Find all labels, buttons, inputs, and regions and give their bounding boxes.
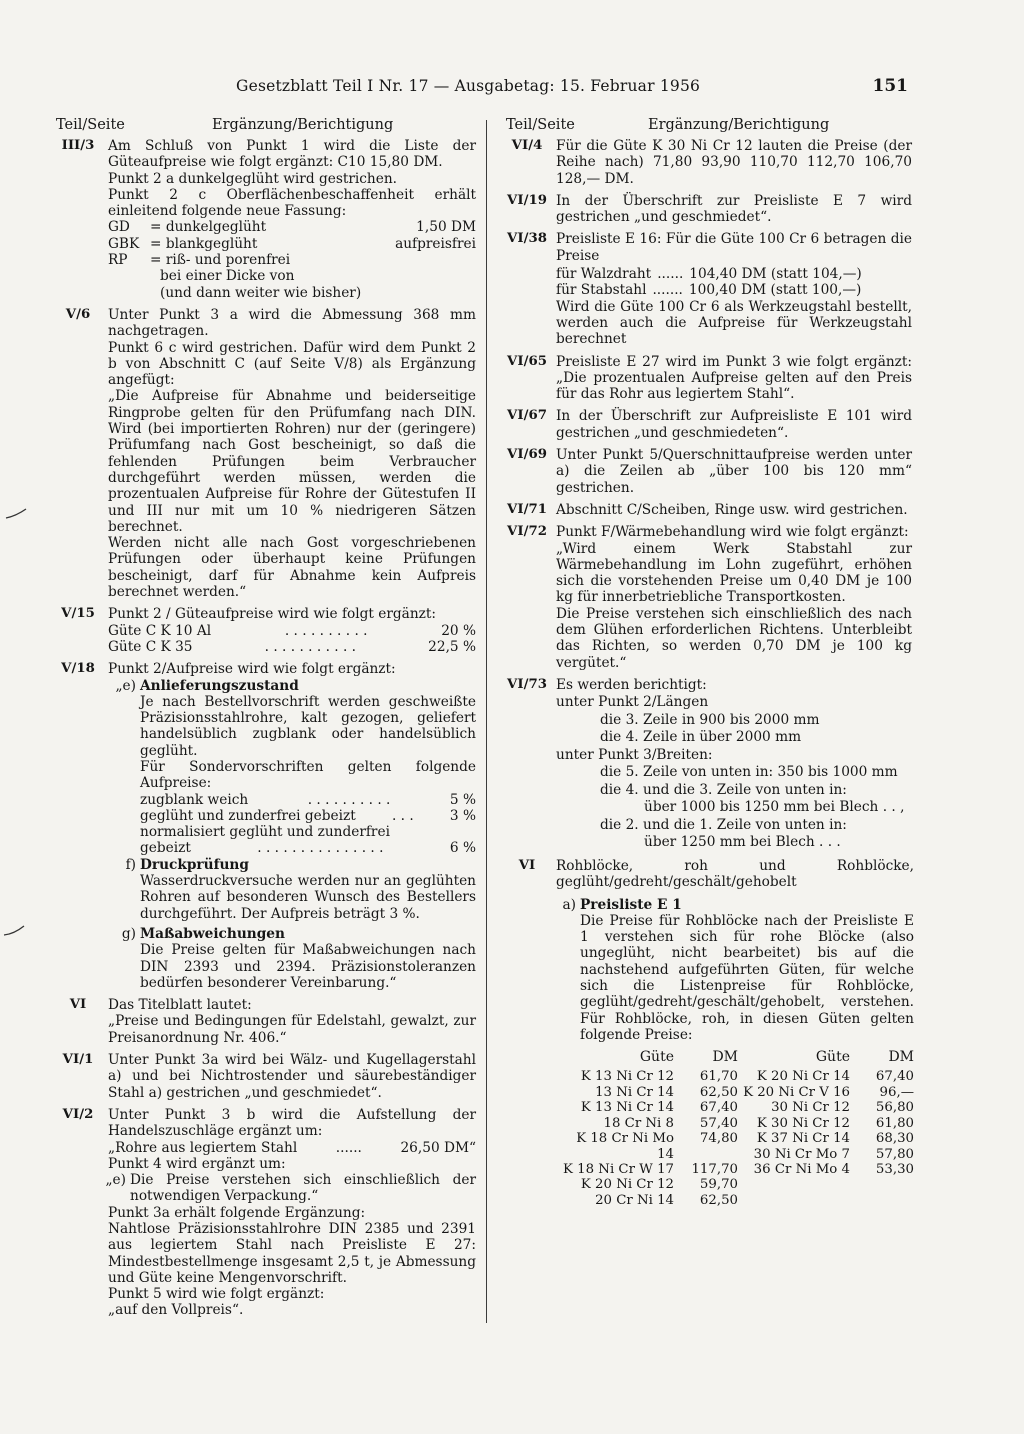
column-header-text: Ergänzung/Berichtigung	[212, 117, 394, 133]
code-price: aufpreisfrei	[395, 235, 476, 252]
entry-text: unter Punkt 2/Längen	[556, 694, 709, 711]
table-header-dm: DM	[888, 1049, 914, 1066]
entry-VI-72	[498, 524, 912, 671]
table-cell-dm: 62,50	[699, 1192, 738, 1208]
price-table-right	[738, 1049, 914, 1208]
code-value: = riß- und porenfrei	[150, 252, 291, 269]
table-row	[562, 1069, 738, 1084]
surcharge-value: 5 %	[449, 791, 476, 808]
leader-dots: ......	[335, 1139, 362, 1156]
table-row	[738, 1069, 914, 1084]
table-cell-guete: K 20 Ni Cr 14	[756, 1069, 850, 1085]
entry-text: Abschnitt C/Scheiben, Ringe usw. wird gestrichen.	[556, 501, 908, 518]
entry-text: die 4. und die 3. Zeile von unten in:	[600, 781, 847, 798]
table-row	[738, 1116, 914, 1131]
price-label: für Walzdraht	[556, 266, 652, 283]
table-row	[562, 1100, 738, 1115]
code-row	[108, 252, 476, 268]
subsection-heading: Maßabweichungen	[140, 925, 285, 942]
header-title: Gesetzblatt Teil I Nr. 17 — Ausgabetag: 15. Februar 1956	[236, 77, 701, 95]
surcharge-label: zugblank weich	[140, 791, 249, 808]
subsection-label: „e)	[115, 677, 136, 694]
surcharge-row	[108, 1140, 476, 1156]
entry-text: „Preise und Bedingungen für Edelstahl, gewalzt, zur Preisanordnung Nr. 406.“	[108, 1013, 476, 1046]
entry-VI-69	[498, 447, 912, 496]
surcharge-label: geglüht und zunderfrei gebeizt	[140, 807, 356, 824]
table-cell-dm: 61,70	[699, 1069, 738, 1085]
code-key: RP	[108, 252, 128, 269]
price-label: für Stabstahl	[556, 282, 647, 299]
entry-text: Werden nicht alle nach Gost vorgeschriebenen Prüfungen oder überhaupt keine Prüfungen bescheinigt, darf für Abnahme kein Aufpreis berechnet werden.“	[108, 535, 476, 601]
table-cell-guete: K 30 Ni Cr 12	[756, 1115, 850, 1131]
entry-VI-1	[48, 1052, 476, 1101]
table-cell-guete: 13 Ni Cr 14	[595, 1084, 674, 1100]
entry-text: „auf den Vollpreis“.	[108, 1302, 244, 1319]
leader-dots: . . . . . . . . . . .	[264, 638, 357, 655]
table-cell-guete: K 18 Ni Cr W 17	[563, 1161, 674, 1177]
entry-text: Am Schluß von Punkt 1 wird die Liste der Güteaufpreise wie folgt ergänzt: C10 15,80 DM.	[108, 138, 476, 171]
table-cell-dm: 56,80	[875, 1100, 914, 1116]
surcharge-label: normalisiert geglüht und zunderfrei	[140, 824, 390, 841]
leader-dots: ......	[657, 266, 684, 283]
entry-text: unter Punkt 3/Breiten:	[556, 746, 713, 763]
subsection-g	[108, 926, 476, 991]
subsection-e	[98, 1172, 476, 1205]
subsection-label: g)	[121, 925, 136, 942]
table-row	[562, 1177, 738, 1192]
entry-text: bei einer Dicke von	[160, 268, 295, 285]
entry-text: Preisliste E 27 wird im Punkt 3 wie folgt ergänzt: „Die prozentualen Aufpreise gelten auf den Preis für das Rohr aus legiertem Stahl“.	[556, 353, 912, 403]
subsection-label: f)	[125, 856, 136, 873]
entry-text: Unter Punkt 3 b wird die Aufstellung der Handelszuschläge ergänzt um:	[108, 1106, 476, 1140]
table-cell-dm: 96,—	[879, 1084, 914, 1100]
subsection-e	[108, 678, 476, 857]
entry-VI-rohbloecke	[498, 858, 912, 1208]
entry-text: Das Titelblatt lautet:	[108, 997, 252, 1014]
entry-V-15	[48, 606, 476, 655]
code-row	[108, 219, 476, 235]
entry-text: Punkt 2 / Güteaufpreise wird wie folgt ergänzt:	[108, 606, 436, 623]
entry-text: Die Preise verstehen sich einschließlich des nach dem Glühen erforderlichen Richtens. Unterbleibt das Richten, so werden 0,70 DM je 100 kg vergütet.“	[556, 605, 912, 671]
entry-text: Je nach Bestellvorschrift werden geschweißte Präzisionsstahlrohre, kalt gezogen, geliefert handelsüblich zugblank oder handelsüblich geglüht.	[140, 693, 476, 759]
entry-ref: VI/2	[62, 1106, 94, 1122]
surcharge-value: 6 %	[449, 840, 476, 857]
table-cell-dm: 57,80	[875, 1146, 914, 1162]
subsection-heading: Druckprüfung	[140, 856, 249, 873]
entry-ref: V/6	[65, 306, 91, 322]
surcharge-row	[140, 840, 476, 856]
entry-body	[108, 1052, 476, 1101]
surcharge-row	[108, 639, 476, 655]
left-column	[48, 117, 476, 1319]
code-value: = blankgeglüht	[150, 235, 258, 252]
table-row	[562, 1085, 738, 1100]
surcharge-row	[140, 792, 476, 808]
column-header-text: Ergänzung/Berichtigung	[648, 117, 830, 133]
entry-V-18	[48, 661, 476, 991]
table-cell-guete: 36 Cr Ni Mo 4	[753, 1161, 850, 1177]
code-price: 1,50 DM	[416, 219, 476, 236]
margin-check-mark-icon	[2, 924, 28, 938]
leader-dots: . . . . . . . . . .	[284, 622, 368, 639]
subsection-heading: Anlieferungszustand	[140, 677, 299, 694]
table-header-guete: Güte	[639, 1049, 674, 1066]
surcharge-row	[108, 623, 476, 639]
entry-text: „Die Aufpreise für Abnahme und beiderseitige Ringprobe gelten für den Prüfumfang nach DIN. Wird (bei importierten Rohren) nur der (geringere) Prüfumfang nach Gost bescheinigt, so daß die fehlenden Prüfungen beim Verbraucher durchgeführt werden müssen, werden die prozentualen Aufpreise für Rohre der Gütestufen II und III nur mit um 10 % niedrigeren Sätzen berechnet.	[108, 388, 476, 535]
entry-VI	[48, 997, 476, 1046]
entry-text: Punkt 3a erhält folgende Ergänzung:	[108, 1204, 366, 1221]
margin-check-mark-icon	[4, 508, 30, 522]
entry-ref: VI/1	[62, 1052, 94, 1068]
entry-text: Unter Punkt 3a wird bei Wälz- und Kugellagerstahl a) und bei Nichtrostender und säurebeständiger Stahl a) gestrichen „und geschmiedet“.	[108, 1052, 476, 1101]
table-row	[738, 1131, 914, 1146]
entry-text: Für die Güte K 30 Ni Cr 12 lauten die Preise (der Reihe nach) 71,80 93,90 110,70 112,70 106,70 128,— DM.	[556, 138, 912, 187]
entry-body	[108, 997, 476, 1046]
entry-V-6	[48, 307, 476, 600]
entry-text: Punkt 4 wird ergänzt um:	[108, 1155, 286, 1172]
entry-ref: VI/71	[507, 501, 547, 517]
entry-text: die 5. Zeile von unten in: 350 bis 1000 mm	[600, 764, 898, 781]
entry-text: Punkt 2 c Oberflächenbeschaffenheit erhält einleitend folgende neue Fassung:	[108, 186, 476, 220]
surcharge-label: Güte C K 10 Al	[108, 622, 212, 639]
subsection-label: a)	[562, 896, 576, 913]
page-header	[236, 77, 908, 101]
entry-text: Unter Punkt 5/Querschnittaufpreise werden unter a) die Zeilen ab „über 100 bis 120 mm“ gestrichen.	[556, 447, 912, 496]
table-cell-dm: 67,40	[699, 1100, 738, 1116]
surcharge-value: 20 %	[441, 622, 476, 639]
table-cell-dm: 62,50	[699, 1084, 738, 1100]
entry-text: (und dann weiter wie bisher)	[160, 284, 362, 301]
table-row	[562, 1193, 738, 1208]
table-cell-dm: 61,80	[875, 1115, 914, 1131]
column-header-ref: Teil/Seite	[56, 117, 125, 133]
subsection-f	[108, 857, 476, 922]
entry-ref: III/3	[61, 138, 95, 153]
column-header-ref: Teil/Seite	[506, 117, 575, 133]
entry-ref: VI/4	[511, 138, 543, 153]
table-cell-dm: 68,30	[875, 1131, 914, 1147]
entry-text: Wasserdruckversuche werden nur an geglühten Rohren auf besonderen Wunsch des Bestellers durchgeführt. Der Aufpreis beträgt 3 %.	[140, 873, 476, 922]
leader-dots: . . .	[391, 807, 414, 824]
entry-ref: VI/19	[507, 192, 547, 208]
leader-dots: . . . . . . . . . .	[307, 791, 391, 808]
table-cell-dm: 53,30	[875, 1161, 914, 1177]
table-cell-guete: 30 Ni Cr 12	[771, 1100, 850, 1116]
entry-text: Wird die Güte 100 Cr 6 als Werkzeugstahl bestellt, werden auch die Aufpreise für Werkzeugstahl berechnet	[556, 298, 912, 348]
leader-dots: .......	[652, 282, 683, 299]
subsection-label: „e)	[105, 1172, 126, 1189]
entry-body	[108, 606, 476, 655]
table-row	[738, 1162, 914, 1177]
entry-body	[108, 661, 476, 991]
entry-text: über 1000 bis 1250 mm bei Blech . . ,	[644, 799, 905, 816]
table-cell-dm: 57,40	[699, 1115, 738, 1131]
table-row	[562, 1116, 738, 1131]
price-value: 104,40 DM (statt 104,—)	[689, 266, 862, 283]
entry-VI-19	[498, 193, 912, 226]
right-column	[498, 117, 912, 1208]
table-cell-guete: K 18 Cr Ni Mo 14	[576, 1131, 674, 1162]
subsection-heading: Preisliste E 1	[580, 896, 682, 913]
entry-text: Punkt 2 a dunkelgeglüht wird gestrichen.	[108, 170, 398, 187]
table-cell-guete: K 13 Ni Cr 14	[580, 1100, 674, 1116]
entry-text: Punkt 6 c wird gestrichen. Dafür wird dem Punkt 2 b von Abschnitt C (auf Seite V/8) als Ergänzung angefügt:	[108, 339, 476, 389]
code-value: = dunkelgeglüht	[150, 219, 267, 236]
entry-ref: VI/69	[507, 447, 547, 463]
entry-text: Die Preise für Rohblöcke nach der Preisliste E 1 verstehen sich für rohe Blöcke (also ungeglüht, nicht bearbeitet) bis auf die nachstehend aufgeführten Güten, für welche sich die Listenpreise für Rohblöcke, geglüht/gedreht/geschält/gehobelt, verstehen. Für Rohblöcke, roh, in diesen Güten gelten folgende Preise:	[580, 912, 914, 1043]
entry-text: Punkt 5 wird wie folgt ergänzt:	[108, 1286, 325, 1303]
entry-text: „Wird einem Werk Stabstahl zur Wärmebehandlung im Lohn zugeführt, erhöhen sich die vorstehenden Preise um 0,40 DM je 100 kg für innerbetriebliche Transportkosten.	[556, 540, 912, 606]
entry-VI-67	[498, 408, 912, 441]
entry-ref: V/18	[61, 661, 95, 677]
entry-body	[108, 307, 476, 600]
entry-body	[108, 138, 476, 301]
column-header	[48, 117, 476, 138]
table-cell-dm: 67,40	[875, 1069, 914, 1085]
code-key: GD	[108, 219, 130, 236]
surcharge-value: 26,50 DM“	[400, 1139, 476, 1156]
entry-ref: VI/67	[507, 408, 547, 424]
price-table	[556, 1049, 914, 1208]
entry-ref: VI/72	[507, 524, 547, 540]
table-row	[562, 1131, 738, 1162]
entry-text: Unter Punkt 3 a wird die Abmessung 368 mm nachgetragen.	[108, 306, 476, 340]
entry-VI-2	[48, 1107, 476, 1319]
entry-ref: VI/73	[507, 676, 547, 692]
price-row	[556, 266, 912, 282]
entry-ref: VI	[518, 857, 536, 873]
entry-text: Punkt 2/Aufpreise wird wie folgt ergänzt:	[108, 661, 396, 678]
surcharge-label: Güte C K 35	[108, 638, 193, 655]
table-cell-guete: K 20 Ni Cr 12	[580, 1177, 674, 1193]
entry-VI-73	[498, 677, 912, 852]
entry-ref: VI	[69, 997, 87, 1013]
entry-text: Punkt F/Wärmebehandlung wird wie folgt ergänzt:	[556, 524, 909, 541]
entry-text: Für Sondervorschriften gelten folgende Aufpreise:	[140, 758, 476, 792]
table-header-dm: DM	[712, 1049, 738, 1066]
entry-text: Preisliste E 16: Für die Güte 100 Cr 6 betragen die Preise	[556, 231, 912, 264]
price-table-left	[562, 1049, 738, 1208]
surcharge-value: 22,5 %	[428, 638, 476, 655]
surcharge-label: gebeizt	[140, 840, 191, 857]
entry-text: die 3. Zeile in 900 bis 2000 mm	[600, 711, 820, 728]
price-row	[556, 282, 912, 298]
code-row	[108, 236, 476, 252]
table-cell-guete: K 37 Ni Cr 14	[756, 1131, 850, 1147]
entry-text: Es werden berichtigt:	[556, 676, 707, 693]
entry-VI-4	[498, 138, 912, 187]
entry-ref: VI/65	[507, 353, 547, 369]
entry-text: Rohblöcke, roh und Rohblöcke, geglüht/gedreht/geschält/gehobelt	[556, 857, 914, 891]
column-header	[498, 117, 912, 138]
price-value: 100,40 DM (statt 100,—)	[688, 282, 862, 299]
table-cell-guete: 20 Cr Ni 14	[595, 1192, 674, 1208]
entry-ref: V/15	[61, 606, 95, 622]
surcharge-label: „Rohre aus legiertem Stahl	[108, 1139, 298, 1156]
entry-text: die 2. und die 1. Zeile von unten in:	[600, 816, 847, 833]
entry-VI-38	[498, 231, 912, 347]
entry-text: über 1250 mm bei Blech . . .	[644, 834, 841, 851]
table-row	[738, 1100, 914, 1115]
table-row	[562, 1162, 738, 1177]
code-key: GBK	[108, 235, 140, 252]
surcharge-row	[140, 808, 476, 824]
table-cell-dm: 59,70	[699, 1177, 738, 1193]
table-row	[738, 1147, 914, 1162]
table-row	[738, 1085, 914, 1100]
table-cell-guete: 18 Cr Ni 8	[603, 1115, 674, 1131]
entry-text: Nahtlose Präzisionsstahlrohre DIN 2385 und 2391 aus legiertem Stahl nach Preisliste E 27: Mindestbestellmenge insgesamt 2,5 t, je Abmessung und Güte keine Mengenvorschrift.	[108, 1221, 476, 1286]
entry-VI-65	[498, 354, 912, 403]
table-header-guete: Güte	[815, 1049, 850, 1066]
entry-text: Die Preise verstehen sich einschließlich der notwendigen Verpackung.“	[130, 1172, 476, 1205]
table-cell-guete: K 13 Ni Cr 12	[580, 1069, 674, 1085]
column-divider	[486, 120, 487, 1323]
page-number: 151	[872, 76, 908, 96]
entry-III-3	[48, 138, 476, 301]
leader-dots: . . . . . . . . . . . . . . .	[257, 840, 384, 857]
entry-text: In der Überschrift zur Preisliste E 7 wird gestrichen „und geschmiedet“.	[556, 192, 912, 226]
entry-VI-71	[498, 502, 912, 518]
table-cell-guete: 30 Ni Cr Mo 7	[753, 1146, 850, 1162]
entry-text: die 4. Zeile in über 2000 mm	[600, 729, 802, 746]
subsection-a	[556, 897, 914, 1044]
entry-text: Die Preise gelten für Maßabweichungen nach DIN 2393 und 2394. Präzisionstoleranzen bedürfen besonderer Vereinbarung.“	[140, 942, 476, 991]
entry-body	[105, 1106, 476, 1319]
entry-ref: VI/38	[507, 231, 547, 247]
surcharge-value: 3 %	[449, 807, 476, 824]
table-cell-guete: K 20 Ni Cr V 16	[743, 1084, 850, 1100]
table-cell-dm: 74,80	[699, 1131, 738, 1147]
entry-text: In der Überschrift zur Aufpreisliste E 101 wird gestrichen „und geschmiedeten“.	[556, 408, 912, 441]
table-cell-dm: 117,70	[691, 1161, 738, 1177]
